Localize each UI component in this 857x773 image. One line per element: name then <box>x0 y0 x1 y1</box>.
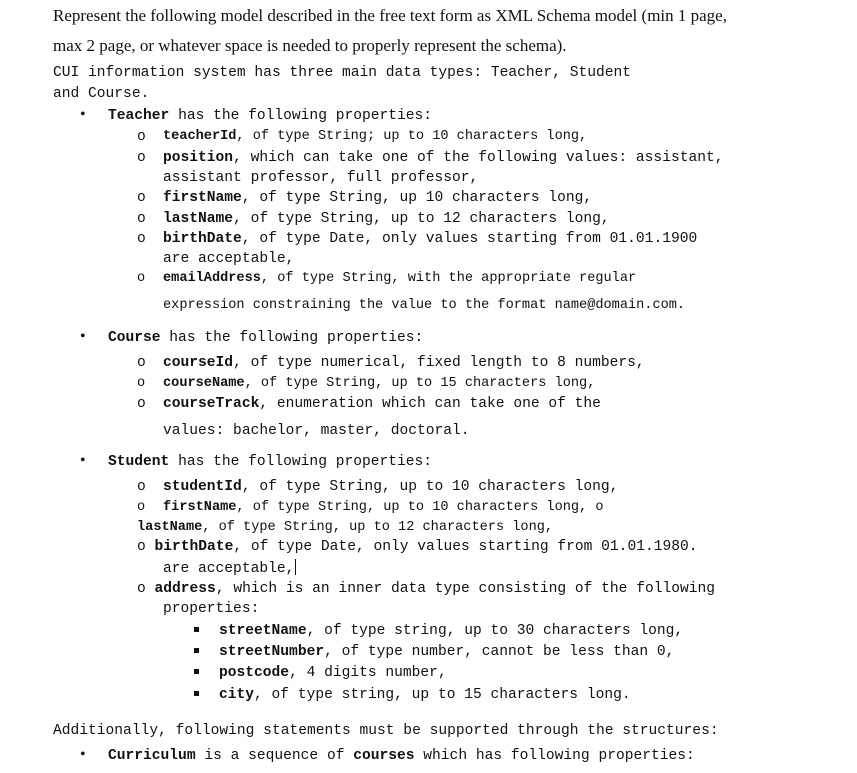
address-prop-streetname: streetName, of type string, up to 30 characters long, <box>219 623 684 639</box>
circle-bullet-icon: o <box>137 355 146 371</box>
student-heading: Student has the following properties: <box>108 454 433 470</box>
circle-bullet-icon: o <box>137 231 146 247</box>
intro-line-1: Represent the following model described in the free text form as XML Schema model (min 1 page, <box>53 6 727 25</box>
student-prop-address-cont: properties: <box>163 601 260 617</box>
intro-line-2: max 2 page, or whatever space is needed to properly represent the schema). <box>53 36 567 55</box>
address-prop-streetnumber: streetNumber, of type number, cannot be less than 0, <box>219 644 675 660</box>
circle-bullet-icon: o <box>137 376 146 391</box>
intro-line-4: and Course. <box>53 86 150 102</box>
teacher-prop-birthdate: birthDate, of type Date, only values starting from 01.01.1900 <box>163 231 698 247</box>
student-prop-lastname: lastName, of type String, up to 12 characters long, <box>137 520 554 535</box>
square-bullet-icon <box>194 648 199 653</box>
circle-bullet-icon: o <box>137 150 146 166</box>
teacher-heading: Teacher has the following properties: <box>108 108 433 124</box>
course-prop-coursetrack: courseTrack, enumeration which can take one of the <box>163 396 601 412</box>
square-bullet-icon <box>194 669 199 674</box>
student-prop-address: o address, which is an inner data type consisting of the following <box>137 581 716 597</box>
bullet-icon: • <box>80 452 86 469</box>
student-prop-birthdate: o birthDate, of type Date, only values starting from 01.01.1980. <box>137 539 698 555</box>
course-prop-courseid: courseId, of type numerical, fixed length to 8 numbers, <box>163 355 645 371</box>
circle-bullet-icon: o <box>137 271 146 286</box>
circle-bullet-icon: o <box>137 479 146 495</box>
square-bullet-icon <box>194 691 199 696</box>
teacher-prop-birthdate-cont: are acceptable, <box>163 251 295 267</box>
bullet-icon: • <box>80 746 86 763</box>
circle-bullet-icon: o <box>137 211 146 227</box>
course-prop-coursename: courseName, of type String, up to 15 characters long, <box>163 376 596 391</box>
teacher-prop-email-cont: expression constraining the value to the format name@domain.com. <box>163 298 686 313</box>
teacher-prop-firstname: firstName, of type String, up 10 characters long, <box>163 190 593 206</box>
student-prop-studentid: studentId, of type String, up to 10 characters long, <box>163 479 619 495</box>
teacher-prop-email: emailAddress, of type String, with the appropriate regular <box>163 271 637 286</box>
teacher-prop-position: position, which can take one of the following values: assistant, <box>163 150 724 166</box>
course-heading: Course has the following properties: <box>108 330 424 346</box>
additional-statement: Additionally, following statements must be supported through the structures: <box>53 723 719 739</box>
circle-bullet-icon: o <box>137 129 146 145</box>
intro-line-3: CUI information system has three main data types: Teacher, Student <box>53 65 632 81</box>
teacher-prop-lastname: lastName, of type String, up to 12 characters long, <box>163 211 610 227</box>
teacher-prop-teacherid: teacherId, of type String; up to 10 characters long, <box>163 129 588 144</box>
course-prop-coursetrack-cont: values: bachelor, master, doctoral. <box>163 423 470 439</box>
bullet-icon: • <box>80 106 86 123</box>
circle-bullet-icon: o <box>137 190 146 206</box>
address-prop-postcode: postcode, 4 digits number, <box>219 665 447 681</box>
student-prop-firstname: firstName, of type String, up to 10 characters long, o <box>163 500 604 515</box>
teacher-prop-position-cont: assistant professor, full professor, <box>163 170 479 186</box>
square-bullet-icon <box>194 627 199 632</box>
address-prop-city: city, of type string, up to 15 characters long. <box>219 687 631 703</box>
circle-bullet-icon: o <box>137 500 146 515</box>
student-prop-birthdate-cont: are acceptable, <box>163 561 295 577</box>
circle-bullet-icon: o <box>137 396 146 412</box>
bullet-icon: • <box>80 328 86 345</box>
text-cursor <box>295 559 296 575</box>
curriculum-heading: Curriculum is a sequence of courses which has following properties: <box>108 748 695 764</box>
